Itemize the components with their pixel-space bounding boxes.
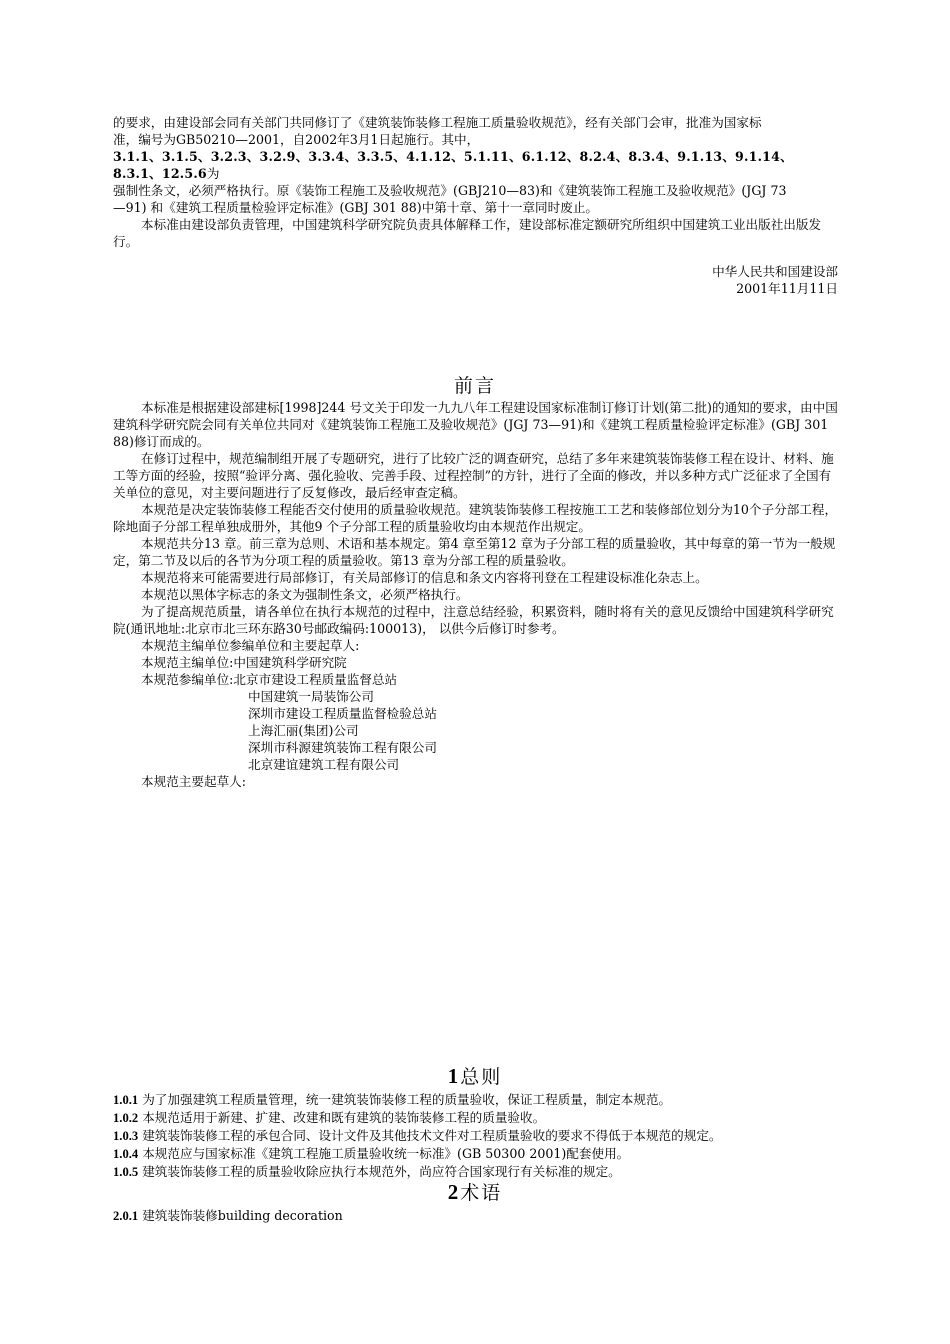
chapter-2-heading: [0, 1180, 950, 1205]
intro-line: 的要求，由建设部会同有关部门共同修订了《建筑装饰装修工程施工质量验收规范》，经有关部门会审，批准为国家标: [113, 115, 762, 130]
intro-line: 准，编号为GB50210—2001，自2002年3月1日起施行。其中，: [113, 132, 480, 147]
co-editor-line: [113, 671, 839, 688]
co-editor-unit: 中国建筑一局装饰公司: [248, 689, 374, 704]
preface-title: 前言: [453, 375, 496, 397]
preface-paragraph: 为了提高规范质量，请各单位在执行本规范的过程中，注意总结经验，积累资料，随时将有关的意见反馈给中国建筑科学研究院(通讯地址:北京市北三环东路30号邮政编码:100013)， 以供今后修订时参考。: [113, 604, 834, 636]
clause-text: 建筑装饰装修building decoration: [142, 1208, 343, 1223]
intro-line: 强制性条文，必须严格执行。原《装饰工程施工及验收规范》(GBJ210—83)和《建筑装饰工程施工及验收规范》(JGJ 73: [113, 183, 787, 198]
co-editor-unit: 深圳市科源建筑装饰工程有限公司: [248, 740, 437, 755]
clause-number: 1.0.3: [113, 1129, 139, 1143]
clause: [113, 1207, 839, 1225]
chapter-number: 2: [447, 1180, 461, 1204]
clause-number: 1.0.1: [113, 1093, 139, 1107]
chapter-number: 1: [447, 1064, 461, 1088]
preface-paragraph: 在修订过程中，规范编制组开展了专题研究，进行了比较广泛的调查研究，总结了多年来建筑装饰装修工程在设计、材料、施工等方面的经验，按照“验评分离、强化验收、完善手段、过程控制”的方针，进行了全面的修改，并以多种方式广泛征求了全国有关单位的意见，对主要问题进行了反复修改，最后经审查定稿。: [113, 451, 834, 500]
chapter-title: 术语: [460, 1182, 503, 1204]
clause: [113, 1145, 839, 1163]
chief-editor-unit: 中国建筑科学研究院: [233, 655, 347, 670]
clause-number: 2.0.1: [113, 1209, 139, 1223]
co-editor-unit: 深圳市建设工程质量监督检验总站: [248, 706, 437, 721]
chapter-1-clauses: [113, 1091, 839, 1181]
mandatory-clauses: 3.1.1、3.1.5、3.2.3、3.2.9、3.3.4、3.3.5、4.1.12、5.1.11、6.1.12、8.2.4、8.3.4、9.1.13、9.1.14、8.3.1、12.5.6: [113, 149, 793, 181]
preface-paragraph: 本规范共分13 章。前三章为总则、术语和基本规定。第4 章至第12 章为子分部工程的质量验收，其中每章的第一节为一般规定，第二节及以后的各节为分项工程的质量验收。第13 章为分部工程的质量验收。: [113, 536, 836, 568]
signature-date: 2001年11月11日: [736, 281, 838, 296]
preface-paragraph: 本规范将来可能需要进行局部修订，有关局部修订的信息和条文内容将刊登在工程建设标准化杂志上。: [141, 570, 708, 585]
signature-org: 中华人民共和国建设部: [712, 264, 838, 279]
intro-section: [113, 114, 839, 250]
co-editor-unit: 北京市建设工程质量监督总站: [233, 672, 398, 687]
clause: [113, 1163, 839, 1181]
chapter-2-clauses: [113, 1207, 839, 1225]
intro-line: —91) 和《建筑工程质量检验评定标准》(GBJ 301 88)中第十章、第十一章同时废止。: [113, 200, 599, 215]
preface-paragraph: 本规范以黑体字标志的条文为强制性条文，必须严格执行。: [141, 587, 469, 602]
mandatory-clauses-line: [113, 148, 839, 182]
clause-number: 1.0.5: [113, 1165, 139, 1179]
signature-block: [712, 263, 838, 297]
co-editor-unit: 上海汇丽(集团)公司: [248, 723, 359, 738]
chapter-title: 总则: [460, 1066, 503, 1088]
preface-paragraph: 本规范是决定装饰装修工程能否交付使用的质量验收规范。建筑装饰装修工程按施工工艺和装修部位划分为10个子分部工程，除地面子分部工程单独成册外，其他9 个子分部工程的质量验收均由本规范作出规定。: [113, 502, 838, 534]
clause-text: 建筑装饰装修工程的质量验收除应执行本规范外，尚应符合国家现行有关标准的规定。: [142, 1164, 621, 1179]
clause-text: 为了加强建筑工程质量管理，统一建筑装饰装修工程的质量验收，保证工程质量，制定本规范。: [142, 1092, 672, 1107]
clause-text: 本规范应与国家标准《建筑工程施工质量验收统一标准》(GB 50300 2001)配套使用。: [142, 1146, 630, 1161]
intro-line-tail: 为: [206, 166, 220, 181]
chapter-1-heading: [0, 1064, 950, 1089]
drafters-label: 本规范主要起草人:: [141, 774, 246, 789]
clause: [113, 1127, 839, 1145]
co-editor-unit: 北京建谊建筑工程有限公司: [248, 757, 400, 772]
chief-editor-label: 本规范主编单位:: [141, 655, 234, 670]
preface-section: [113, 399, 839, 790]
clause: [113, 1091, 839, 1109]
clause-text: 建筑装饰装修工程的承包合同、设计文件及其他技术文件对工程质量验收的要求不得低于本规范的规定。: [142, 1128, 722, 1143]
clause: [113, 1109, 839, 1127]
preface-paragraph: 本规范主编单位参编单位和主要起草人:: [141, 638, 360, 653]
co-editor-label: 本规范参编单位:: [141, 672, 234, 687]
preface-paragraph: 本标准是根据建设部建标[1998]244 号文关于印发一九九八年工程建设国家标准制订修订计划(第二批)的通知的要求，由中国建筑科学研究院会同有关单位共同对《建筑装饰工程施工及验收规范》(JGJ 73—91)和《建筑工程质量检验评定标准》(GBJ 301 88)修订而成的。: [113, 400, 838, 449]
clause-number: 1.0.4: [113, 1147, 139, 1161]
intro-paragraph: 本标准由建设部负责管理，中国建筑科学研究院负责具体解释工作，建设部标准定额研究所组织中国建筑工业出版社出版发行。: [113, 217, 822, 249]
clause-text: 本规范适用于新建、扩建、改建和既有建筑的装饰装修工程的质量验收。: [142, 1110, 546, 1125]
clause-number: 1.0.2: [113, 1111, 139, 1125]
chief-editor-line: [113, 654, 839, 671]
